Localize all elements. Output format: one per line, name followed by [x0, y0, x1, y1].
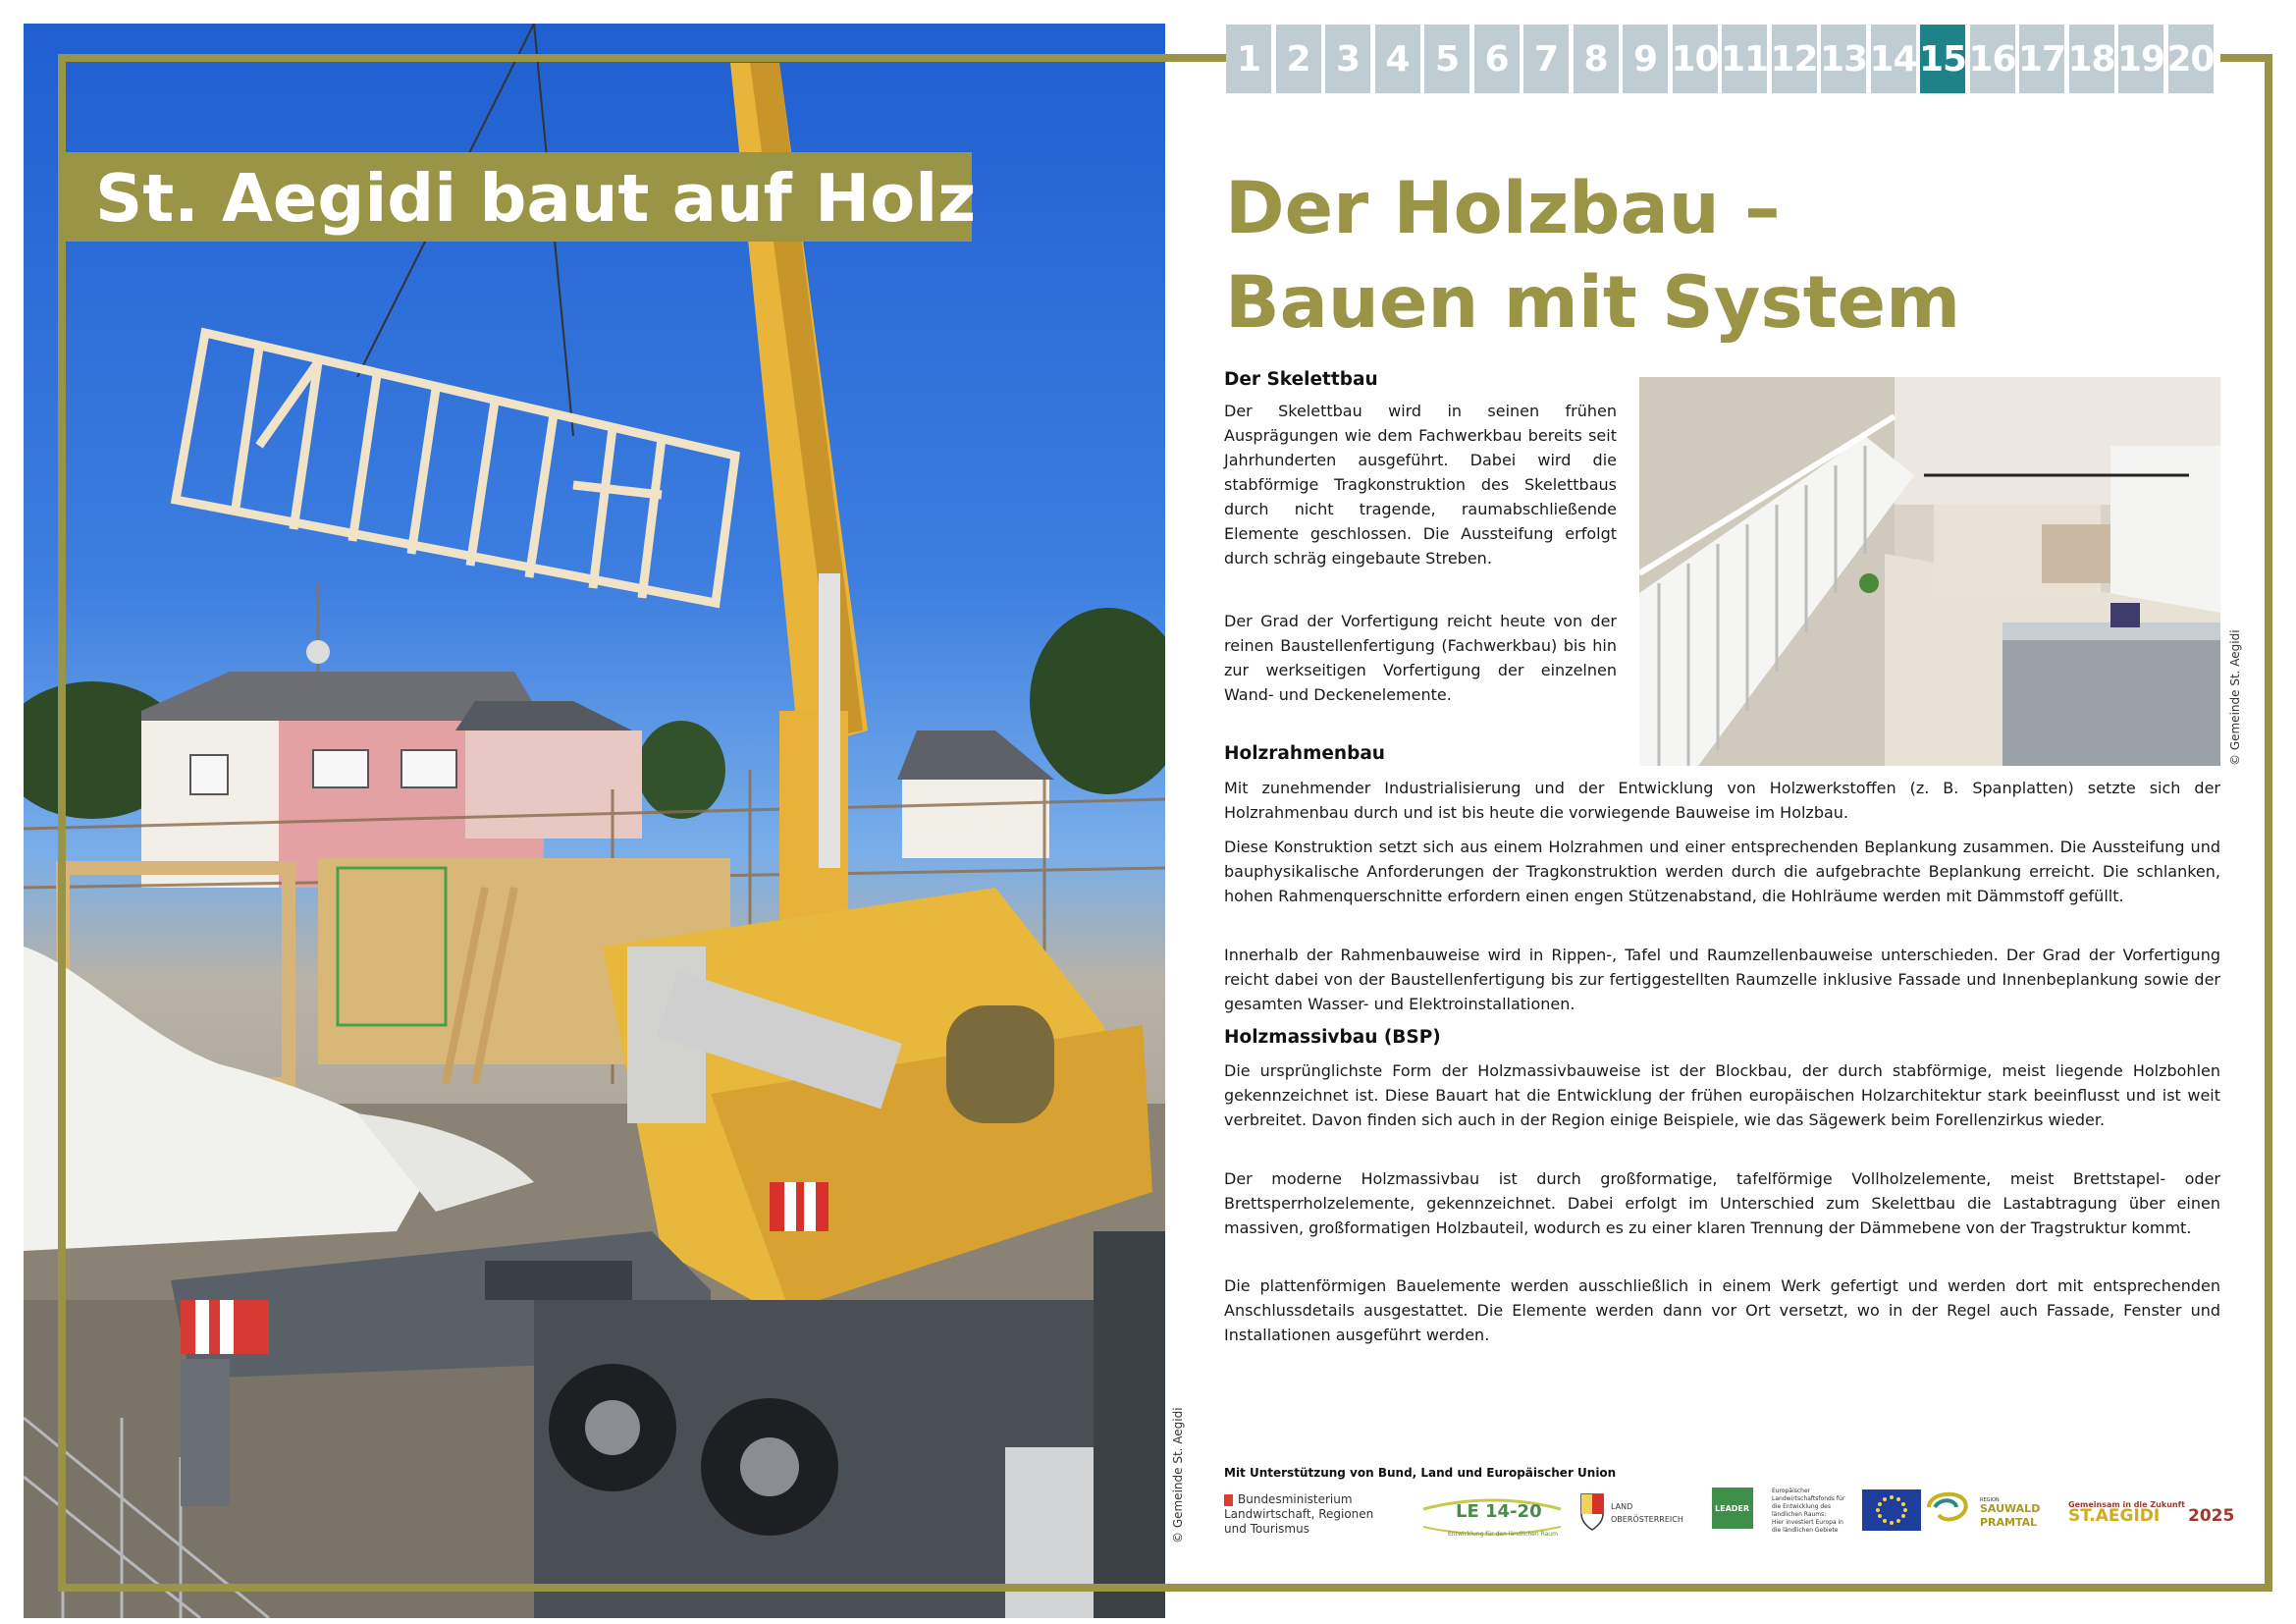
skelettbau-paragraph-1: Der Skelettbau wird in seinen frühen Ausprägungen wie dem Fachwerkbau bereits seit Jahrhunderten ausgeführt. Dabei wird die stabförmige Tragkonstruktion des Skelettbaus durch nicht tragende, raumabschließende Elemente geschlossen. Die Aussteifung erfolgt durch schräg eingebaute Streben.	[1224, 402, 1617, 568]
section-title-holzrahmenbau: Holzrahmenbau	[1224, 743, 1385, 764]
eu-line-4: ländlichen Raums:	[1772, 1511, 1827, 1518]
interior-photo-illustration	[1639, 377, 2220, 766]
heading-line-2: Bauen mit System	[1225, 261, 1961, 345]
logo-eu-flag	[1862, 1488, 1921, 1546]
frame-top-left	[58, 54, 1226, 62]
tab-10[interactable]: 10	[1673, 25, 1718, 93]
aegidi-tagline: Gemeinsam in die Zukunft	[2068, 1500, 2185, 1509]
tab-16[interactable]: 16	[1970, 25, 2015, 93]
tab-15[interactable]: 15	[1920, 25, 1965, 93]
frame-bottom	[58, 1584, 2272, 1592]
support-line: Mit Unterstützung von Bund, Land und Europäischer Union	[1224, 1466, 1617, 1480]
region-line-1: SAUWALD	[1980, 1502, 2041, 1515]
tab-11[interactable]: 11	[1722, 25, 1767, 93]
tab-12[interactable]: 12	[1772, 25, 1817, 93]
logo-le-14-20	[1418, 1488, 1566, 1546]
tab-2[interactable]: 2	[1276, 25, 1321, 93]
tab-6[interactable]: 6	[1474, 25, 1520, 93]
sponsor-logos	[1224, 1488, 2245, 1546]
eu-line-2: Landwirtschaftsfonds für	[1772, 1495, 1845, 1502]
region-line-2: PRAMTAL	[1980, 1516, 2038, 1529]
tab-17[interactable]: 17	[2019, 25, 2064, 93]
le-sub: Entwicklung für den ländlichen Raum	[1448, 1531, 1558, 1538]
tab-4[interactable]: 4	[1375, 25, 1420, 93]
eu-line-1: Europäischer	[1772, 1488, 1811, 1494]
page-tabs	[1226, 25, 2217, 93]
aegidi-year: 2025	[2188, 1506, 2235, 1526]
tab-9[interactable]: 9	[1623, 25, 1668, 93]
interior-photo	[1639, 377, 2220, 766]
poster-title: St. Aegidi baut auf Holz	[95, 160, 977, 237]
tab-19[interactable]: 19	[2118, 25, 2163, 93]
region-small: REGION	[1980, 1497, 2000, 1503]
logo-region-sauwald	[1921, 1488, 2049, 1546]
le-label: LE 14-20	[1456, 1501, 1542, 1522]
eu-line-5: Hier investiert Europa in	[1772, 1519, 1843, 1526]
tab-8[interactable]: 8	[1574, 25, 1619, 93]
tab-5[interactable]: 5	[1424, 25, 1469, 93]
holzmassivbau-paragraph-3: Die plattenförmigen Bauelemente werden ausschließlich in einem Werk gefertigt und werden dort mit entsprechenden Anschlussdetails ausgestattet. Die Elemente werden dann vor Ort versetzt, wo in der Regel auch Fassade, Fenster und Installationen ausgeführt werden.	[1224, 1276, 2220, 1344]
eu-line-6: die ländlichen Gebiete	[1772, 1527, 1839, 1534]
logo-st-aegidi	[2068, 1488, 2245, 1546]
land-line-1: LAND	[1611, 1502, 1633, 1511]
tab-18[interactable]: 18	[2069, 25, 2114, 93]
tab-13[interactable]: 13	[1821, 25, 1866, 93]
tab-14[interactable]: 14	[1871, 25, 1916, 93]
holzrahmenbau-paragraph-2: Diese Konstruktion setzt sich aus einem Holzrahmen und einer entsprechenden Beplankung zusammen. Die Aussteifung und bauphysikalische Anforderungen der Tragkonstruktion werden durch die aufgebrachte Beplankung erreicht. Die schlanken, hohen Rahmenquerschnitte erfordern einen engen Stützenabstand, die Hohlräume werden mit Dämmstoff gefüllt.	[1224, 838, 2220, 905]
leader-label: LEADER	[1715, 1504, 1750, 1513]
section-title-holzmassivbau: Holzmassivbau (BSP)	[1224, 1027, 1441, 1048]
land-line-2: OBERÖSTERREICH	[1611, 1515, 1683, 1524]
eu-line-3: die Entwicklung des	[1772, 1503, 1831, 1510]
heading-line-1: Der Holzbau –	[1225, 167, 1781, 250]
ministry-line-3: und Tourismus	[1224, 1522, 1309, 1536]
tab-1[interactable]: 1	[1226, 25, 1271, 93]
crane-photo-illustration	[24, 24, 1165, 1618]
photo-credit-left: © Gemeinde St. Aegidi	[1171, 1407, 1185, 1543]
holzrahmenbau-paragraph-3: Innerhalb der Rahmenbauweise wird in Rippen-, Tafel und Raumzellenbauweise unterschieden. Der Grad der Vorfertigung reicht dabei von der Baustellenfertigung bis zur fertiggestellten Raumzelle inklusive Fassade und Innenbeplankung sowie der gesamten Wasser- und Elektroinstallationen.	[1224, 946, 2220, 1013]
logo-eu-text	[1772, 1488, 1855, 1546]
tab-7[interactable]: 7	[1523, 25, 1569, 93]
holzrahmenbau-paragraph-1: Mit zunehmender Industrialisierung und der Entwicklung von Holzwerkstoffen (z. B. Spanplatten) setzte sich der Holzrahmenbau durch und ist bis heute die vorwiegende Bauweise im Holzbau.	[1224, 779, 2220, 822]
poster-title-box	[58, 152, 977, 242]
photo-credit-interior: © Gemeinde St. Aegidi	[2228, 629, 2242, 766]
logo-leader	[1712, 1488, 1756, 1546]
eu-flag-icon	[1862, 1489, 1921, 1531]
holzmassivbau-paragraph-2: Der moderne Holzmassivbau ist durch großformatige, tafelförmige Vollholzelemente, meist Brettstapel- oder Brettsperrholzelemente, gekennzeichnet. Dabei erfolgt im Unterschied zum Skelettbau die Lastabtragung über einen massiven, großformatigen Holzbauteil, wodurch es zu einer klaren Trennung der Dämmebene von der Tragstruktur kommt.	[1224, 1169, 2220, 1237]
holzmassivbau-paragraph-1: Die ursprünglichste Form der Holzmassivbauweise ist der Blockbau, der durch stabförmige, meist liegende Holzbohlen gekennzeichnet ist. Diese Bauart hat die Entwicklung der frühen europäischen Holzarchitektur stark beeinflusst und ist weit verbreitet. Davon finden sich auch in der Region einige Beispiele, wie das Sägewerk beim Forellenzirkus wieder.	[1224, 1061, 2220, 1129]
crane-photo	[24, 24, 1165, 1618]
skelettbau-paragraph-2: Der Grad der Vorfertigung reicht heute von der reinen Baustellenfertigung (Fachwerkbau) bis hin zur werkseitigen Vorfertigung der einzelnen Wand- und Deckenelemente.	[1224, 612, 1617, 704]
tab-3[interactable]: 3	[1325, 25, 1370, 93]
frame-right	[2265, 54, 2272, 1592]
ministry-line-2: Landwirtschaft, Regionen	[1224, 1507, 1374, 1521]
austria-flag-icon	[1224, 1494, 1233, 1506]
tab-20[interactable]: 20	[2168, 25, 2214, 93]
logo-ministry	[1224, 1488, 1411, 1546]
coat-of-arms-icon	[1579, 1492, 1605, 1532]
frame-left	[58, 54, 66, 1592]
main-heading	[1225, 162, 1960, 351]
section-title-skelettbau: Der Skelettbau	[1224, 369, 1378, 390]
aegidi-wordmark: ST.AEGIDI	[2068, 1506, 2161, 1526]
ministry-line-1: Bundesministerium	[1238, 1492, 1353, 1506]
region-swirl-icon	[1921, 1488, 1980, 1532]
logo-land-ooe	[1579, 1488, 1683, 1546]
